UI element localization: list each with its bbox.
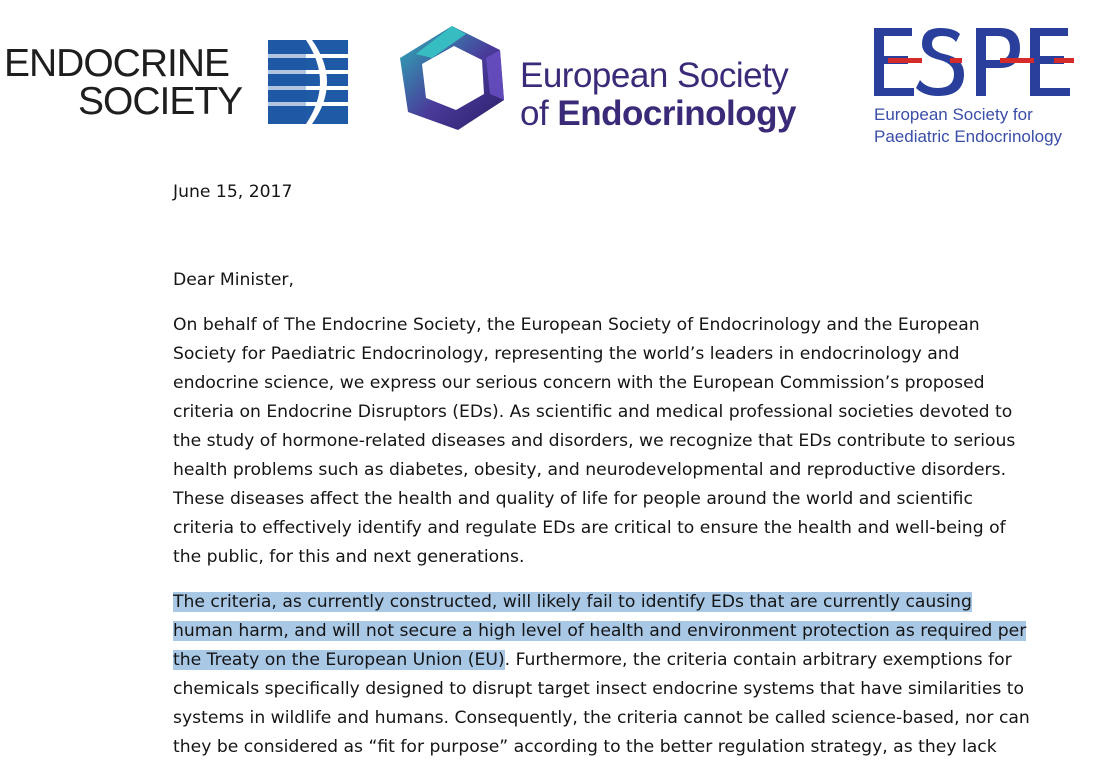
paragraph-1-line: endocrine science, we express our serious concern with the European Commission’s proposed (173, 373, 985, 393)
selected-text[interactable]: human harm, and will not secure a high level of health and environment protection as required per (173, 621, 1027, 641)
paragraph-1-line: criteria on Endocrine Disruptors (EDs). As scientific and medical professional societies devoted to (173, 402, 1013, 422)
logo-header (0, 0, 1096, 160)
selected-text[interactable]: the Treaty on the European Union (EU) (173, 650, 505, 670)
paragraph-1-line: the study of hormone-related diseases and disorders, we recognize that EDs contribute to serious (173, 431, 1016, 451)
paragraph-2-line (173, 617, 1063, 646)
espe-logo (868, 22, 1078, 150)
paragraph-2-text: . Furthermore, the criteria contain arbitrary exemptions for (504, 650, 1012, 670)
ese-hexagon-mark-icon (396, 24, 508, 132)
paragraph-1-line: On behalf of The Endocrine Society, the European Society of Endocrinology and the European (173, 315, 980, 335)
ese-wordmark-line1: European Society (520, 56, 789, 95)
selected-text[interactable]: The criteria, as currently constructed, will likely fail to identify EDs that are currently causing (173, 592, 972, 612)
espe-subtitle-line2: Paediatric Endocrinology (874, 127, 1063, 146)
letter-date: June 15, 2017 (173, 182, 293, 202)
endocrine-society-emblem-icon (268, 40, 348, 124)
endocrine-society-line2: SOCIETY (78, 80, 243, 123)
paragraph-1-line: criteria to effectively identify and regulate EDs are critical to ensure the health and well-being of (173, 518, 1006, 538)
ese-wordmark-bold: Endocrinology (557, 94, 796, 133)
paragraph-1-line: the public, for this and next generations. (173, 547, 525, 567)
espe-subtitle-line1: European Society for (874, 105, 1033, 124)
paragraph-1 (173, 311, 1053, 572)
paragraph-2-line: systems in wildlife and humans. Consequently, the criteria cannot be called science-based, nor can (173, 708, 1030, 728)
paragraph-2 (173, 588, 1063, 762)
paragraph-1-line: These diseases affect the health and quality of life for people around the world and scientific (173, 489, 973, 509)
ese-wordmark-prefix: of (520, 94, 558, 133)
paragraph-2-line (173, 646, 1063, 675)
paragraph-2-line: chemicals specifically designed to disrupt target insect endocrine systems that have similarities to (173, 679, 1025, 699)
letter-salutation: Dear Minister, (173, 270, 294, 290)
ese-wordmark-line2 (520, 96, 796, 131)
endocrine-society-logo (4, 36, 349, 128)
ese-logo (396, 24, 816, 136)
endocrine-society-line1: ENDOCRINE (4, 42, 230, 85)
paragraph-1-line: health problems such as diabetes, obesity, and neurodevelopmental and reproductive disorders. (173, 460, 1007, 480)
paragraph-1-line: Society for Paediatric Endocrinology, representing the world’s leaders in endocrinology and (173, 344, 960, 364)
paragraph-2-line: they be considered as “fit for purpose” according to the better regulation strategy, as they lack (173, 737, 997, 757)
paragraph-2-line (173, 588, 1063, 617)
espe-wordmark-icon (868, 22, 1078, 102)
